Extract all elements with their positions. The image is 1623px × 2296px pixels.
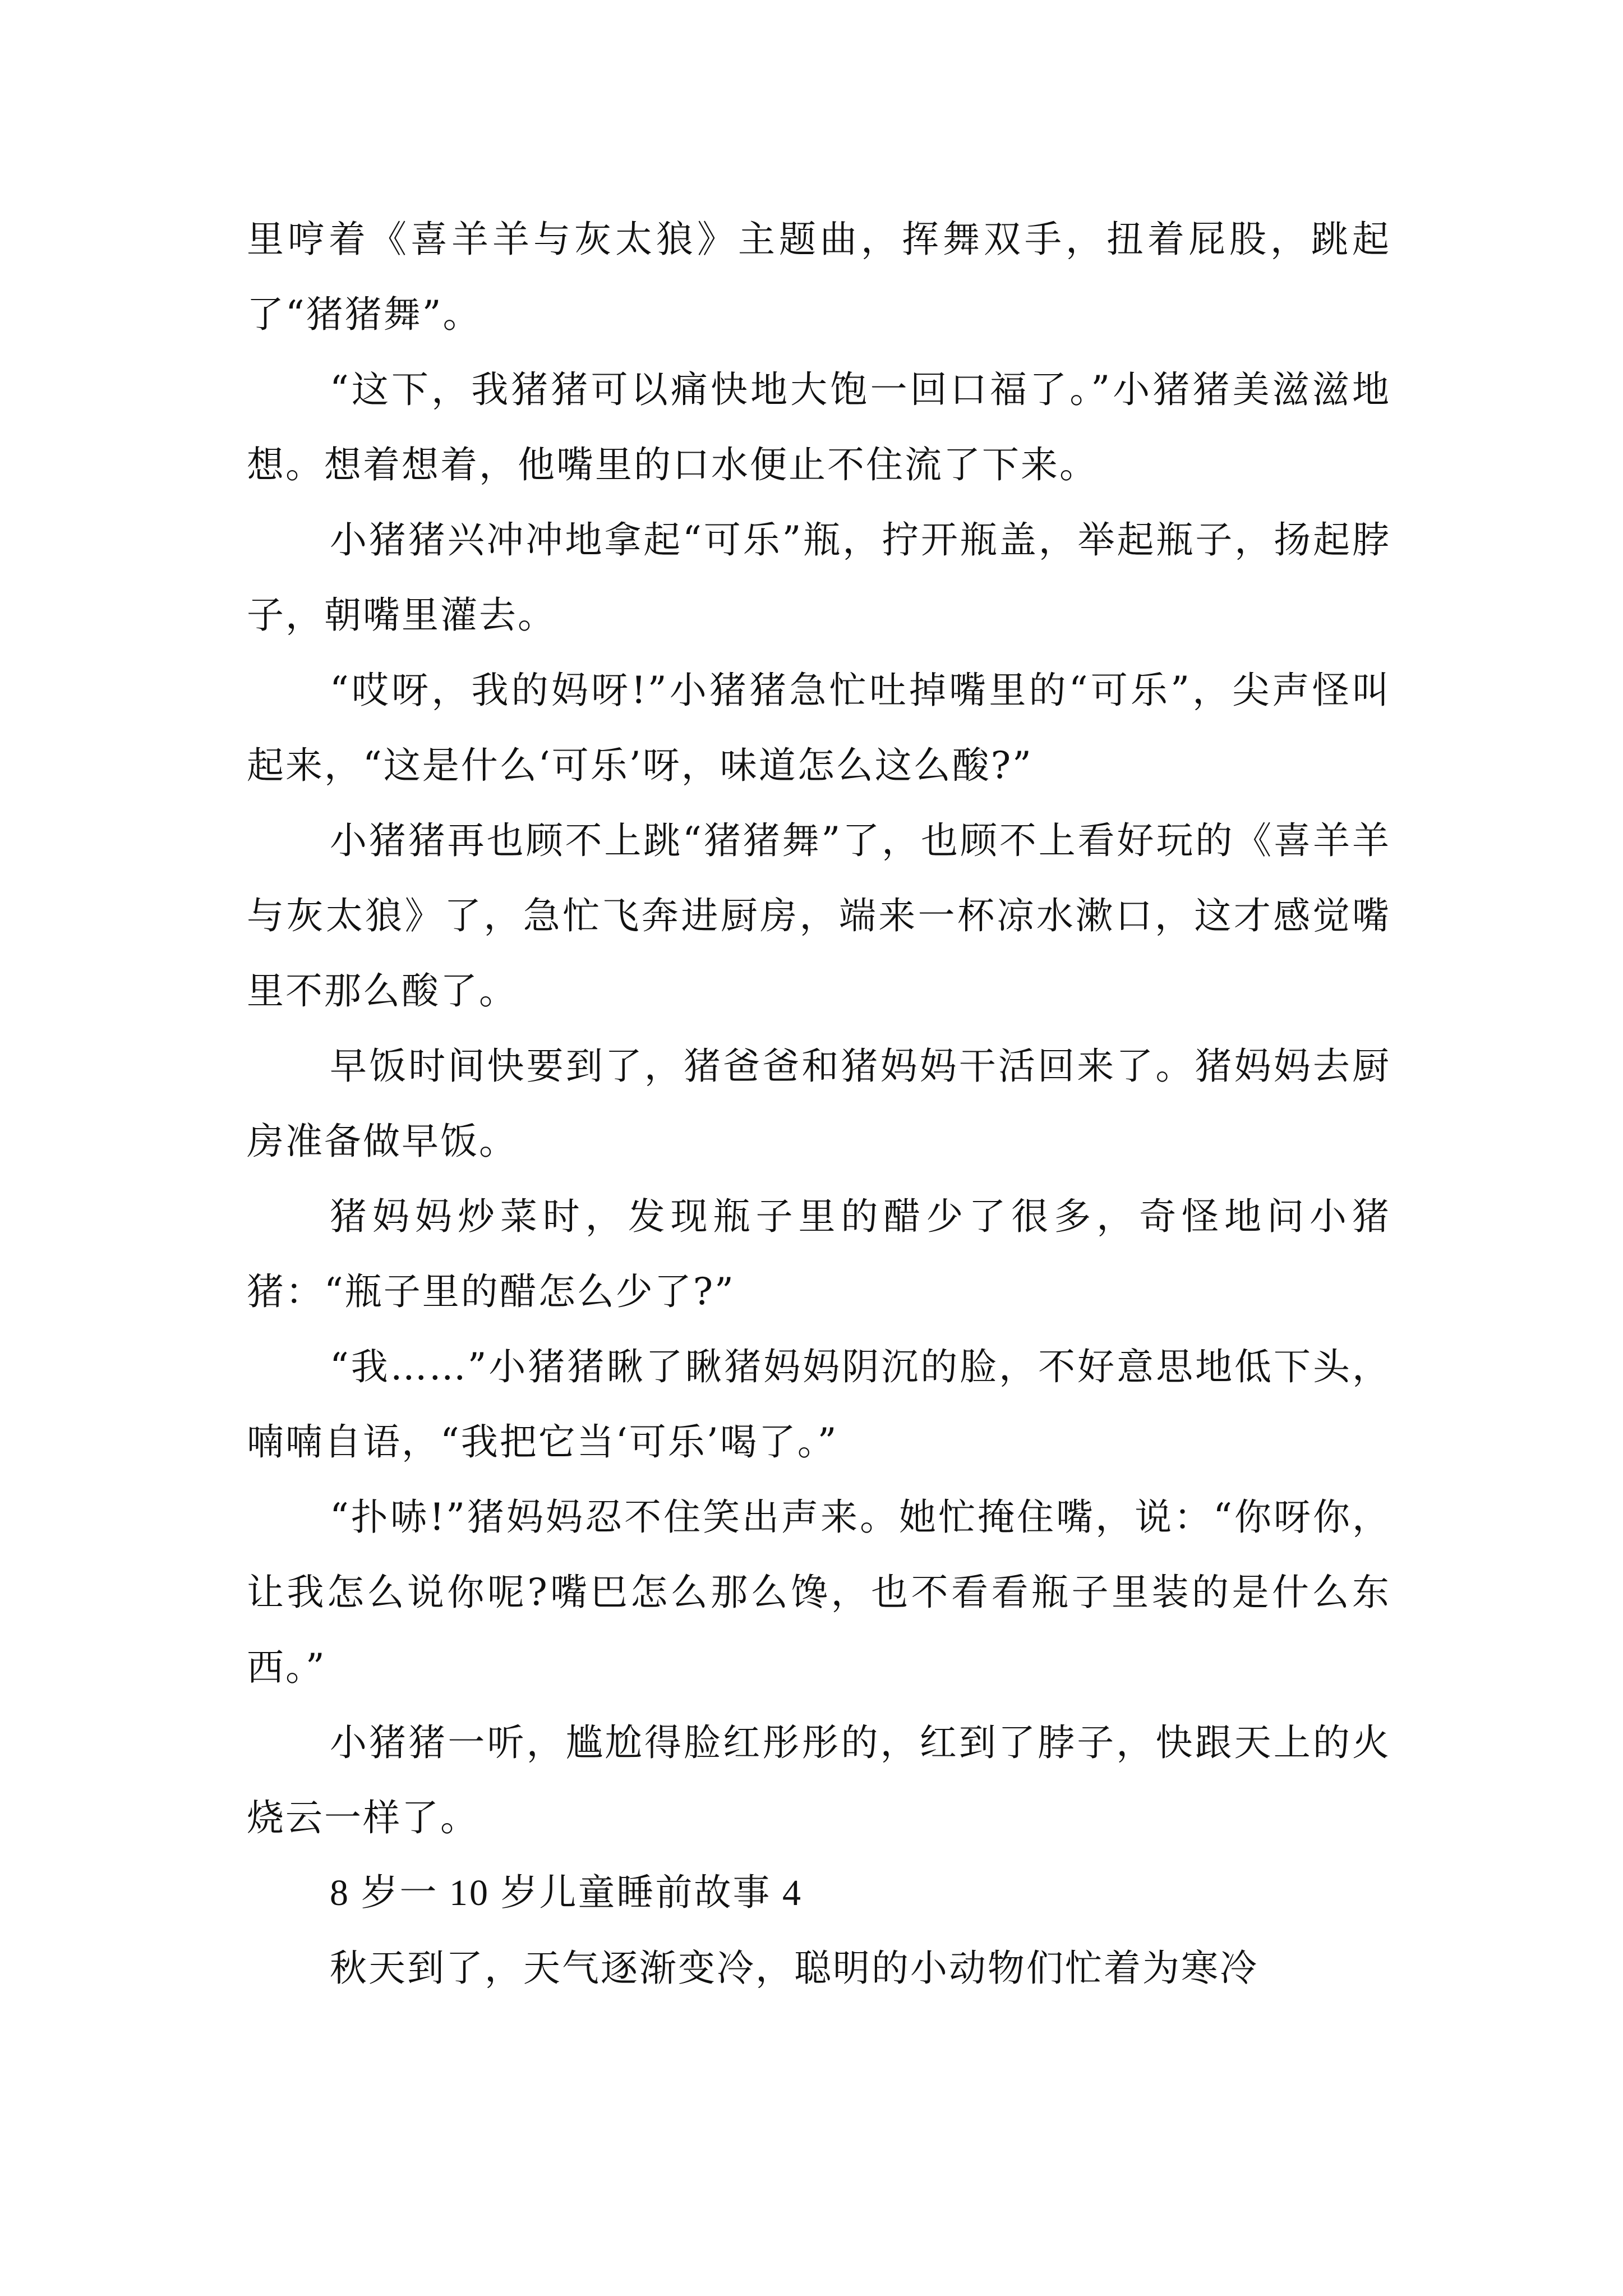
paragraph: 猪妈妈炒菜时，发现瓶子里的醋少了很多，奇怪地问小猪猪：“瓶子里的醋怎么少了?”	[247, 1195, 1391, 1313]
paragraph: “这下，我猪猪可以痛快地大饱一回口福了。”小猪猪美滋滋地想。想着想着，他嘴里的口水便止不住流了下来。	[247, 368, 1391, 486]
paragraph: “哎呀，我的妈呀!”小猪猪急忙吐掉嘴里的“可乐”，尖声怪叫起来，“这是什么‘可乐’呀，味道怎么这么酸?”	[247, 669, 1391, 787]
paragraph: 小猪猪兴冲冲地拿起“可乐”瓶，拧开瓶盖，举起瓶子，扬起脖子，朝嘴里灌去。	[247, 518, 1391, 637]
story-text	[247, 202, 1391, 2006]
paragraph: “我……”小猪猪瞅了瞅猪妈妈阴沉的脸，不好意思地低下头，喃喃自语，“我把它当‘可乐’喝了。”	[247, 1345, 1391, 1464]
paragraph: 小猪猪一听，尴尬得脸红彤彤的，红到了脖子，快跟天上的火烧云一样了。	[247, 1721, 1391, 1839]
paragraph-continuation: 里哼着《喜羊羊与灰太狼》主题曲，挥舞双手，扭着屁股，跳起了“猪猪舞”。	[247, 218, 1391, 336]
section-heading: 8 岁一 10 岁儿童睡前故事 4	[330, 1872, 803, 1913]
paragraph: 秋天到了，天气逐渐变冷，聪明的小动物们忙着为寒冷	[330, 1947, 1258, 1990]
paragraph: “扑哧!”猪妈妈忍不住笑出声来。她忙掩住嘴，说：“你呀你，让我怎么说你呢?嘴巴怎么那么馋，也不看看瓶子里装的是什么东西。”	[247, 1496, 1391, 1689]
paragraph: 早饭时间快要到了，猪爸爸和猪妈妈干活回来了。猪妈妈去厨房准备做早饭。	[247, 1045, 1391, 1163]
paragraph: 小猪猪再也顾不上跳“猪猪舞”了，也顾不上看好玩的《喜羊羊与灰太狼》了，急忙飞奔进厨房，端来一杯凉水漱口，这才感觉嘴里不那么酸了。	[247, 819, 1391, 1013]
